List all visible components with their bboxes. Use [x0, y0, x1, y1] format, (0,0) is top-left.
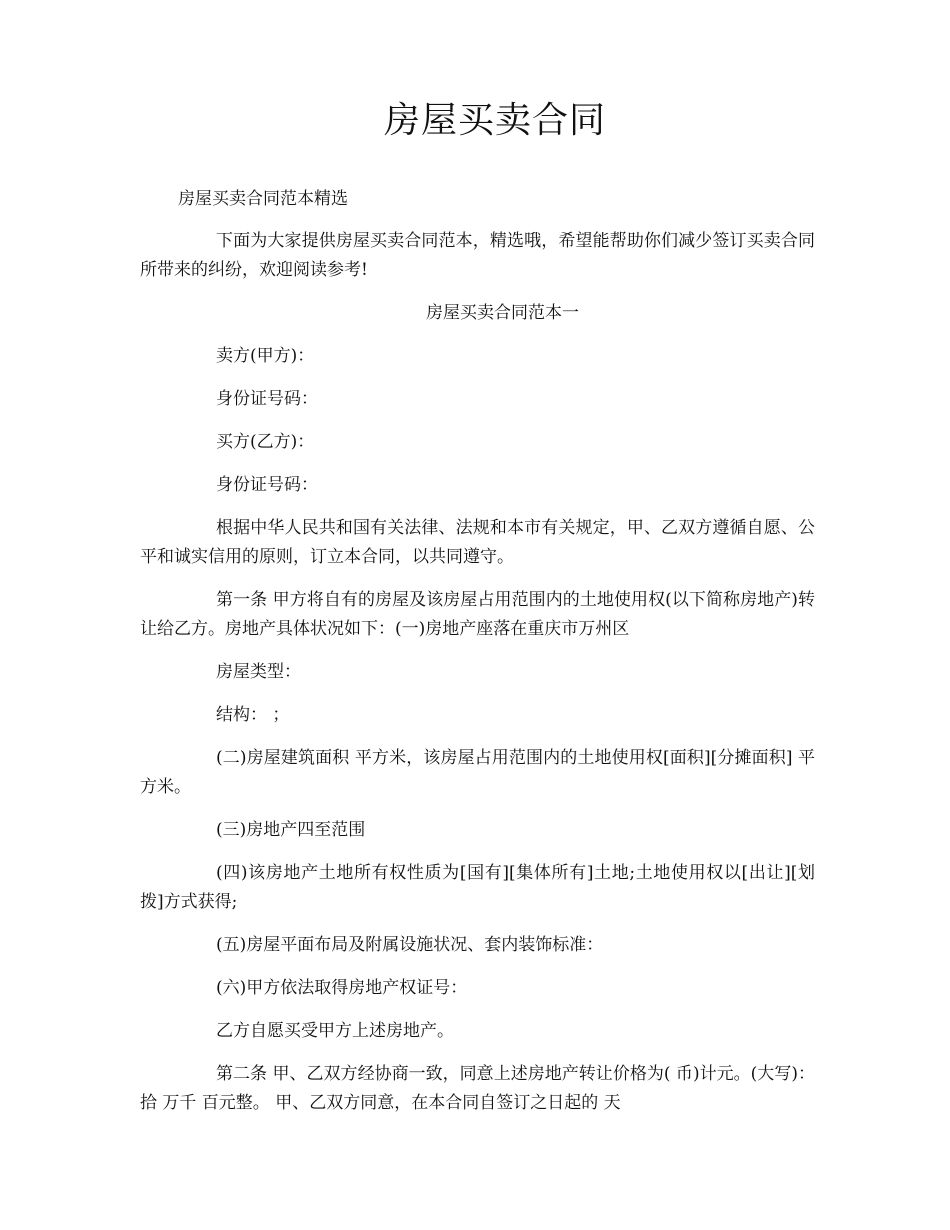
buyer-line: 买方(乙方)： [216, 432, 315, 452]
item-3-line: (三)房地产四至范围 [216, 820, 366, 840]
document-subtitle: 房屋买卖合同范本精选 [178, 189, 348, 209]
document-title: 房屋买卖合同 [383, 100, 606, 141]
item-2-paragraph: (二)房屋建筑面积 平方米，该房屋占用范围内的土地使用权[面积][分摊面积] 平方米。 [140, 748, 815, 797]
article-1-paragraph: 第一条 甲方将自有的房屋及该房屋占用范围内的土地使用权(以下简称房地产)转让给乙方。房地产具体状况如下：(一)房地产座落在重庆市万州区 [140, 590, 815, 639]
item-6-line: (六)甲方依法取得房地产权证号： [216, 978, 468, 998]
section-heading: 房屋买卖合同范本一 [426, 303, 579, 323]
item-5-line: (五)房屋平面布局及附属设施状况、套内装饰标准： [216, 935, 604, 955]
seller-id-line: 身份证号码： [216, 389, 318, 409]
seller-line: 卖方(甲方)： [216, 346, 315, 366]
preamble-paragraph: 根据中华人民共和国有关法律、法规和本市有关规定，甲、乙双方遵循自愿、公平和诚实信用的原则，订立本合同，以共同遵守。 [140, 518, 815, 567]
document-body [140, 227, 815, 1132]
buyer-accept-line: 乙方自愿买受甲方上述房地产。 [216, 1021, 454, 1041]
intro-paragraph: 下面为大家提供房屋买卖合同范本，精选哦，希望能帮助你们减少签订买卖合同所带来的纠纷，欢迎阅读参考! [140, 231, 815, 280]
item-4-paragraph: (四)该房地产土地所有权性质为[国有][集体所有]土地;土地使用权以[出让][划拨]方式获得; [140, 863, 815, 912]
article-2-paragraph: 第二条 甲、乙双方经协商一致，同意上述房地产转让价格为( 币)计元。(大写)： 拾 万千 百元整。 甲、乙双方同意，在本合同自签订之日起的 天 [140, 1064, 815, 1113]
buyer-id-line: 身份证号码： [216, 475, 318, 495]
structure-line: 结构： ； [216, 705, 290, 725]
house-type-line: 房屋类型： [216, 662, 301, 682]
